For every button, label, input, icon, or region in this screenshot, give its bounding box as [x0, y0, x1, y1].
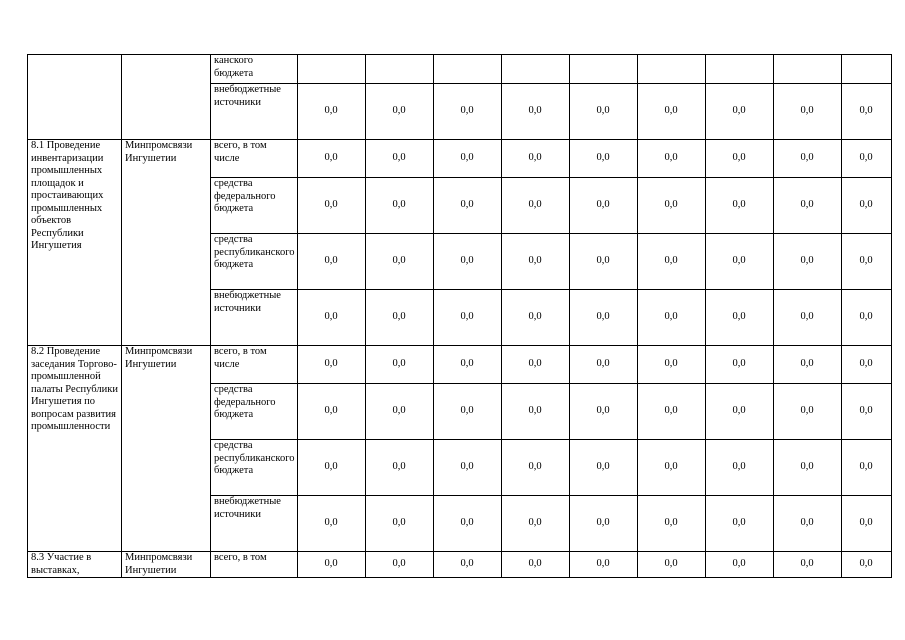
amount-cell: 0,0: [705, 178, 773, 234]
amount-cell: 0,0: [773, 346, 841, 384]
funding-source-cell: всего, в том: [211, 552, 298, 578]
amount-cell: 0,0: [297, 496, 365, 552]
amount-cell: [365, 55, 433, 84]
amount-cell: 0,0: [637, 346, 705, 384]
funding-source-cell: внебюджетные источники: [211, 84, 298, 140]
amount-cell: 0,0: [365, 178, 433, 234]
amount-cell: 0,0: [433, 140, 501, 178]
amount-cell: 0,0: [841, 552, 891, 578]
amount-cell: 0,0: [773, 178, 841, 234]
amount-cell: 0,0: [773, 84, 841, 140]
funding-source-cell: канского бюджета: [211, 55, 298, 84]
amount-cell: 0,0: [297, 234, 365, 290]
amount-cell: 0,0: [297, 440, 365, 496]
activity-cell: [28, 55, 122, 140]
amount-cell: 0,0: [297, 552, 365, 578]
amount-cell: 0,0: [501, 140, 569, 178]
amount-cell: 0,0: [569, 440, 637, 496]
funding-source-cell: средства республиканского бюджета: [211, 440, 298, 496]
funding-source-cell: средства республиканского бюджета: [211, 234, 298, 290]
amount-cell: 0,0: [705, 84, 773, 140]
amount-cell: 0,0: [501, 440, 569, 496]
amount-cell: 0,0: [297, 178, 365, 234]
amount-cell: 0,0: [501, 384, 569, 440]
amount-cell: 0,0: [637, 84, 705, 140]
amount-cell: 0,0: [637, 496, 705, 552]
amount-cell: 0,0: [841, 384, 891, 440]
funding-source-cell: средства федерального бюджета: [211, 384, 298, 440]
amount-cell: 0,0: [841, 140, 891, 178]
amount-cell: 0,0: [569, 178, 637, 234]
amount-cell: 0,0: [501, 290, 569, 346]
table-row: [28, 55, 892, 84]
executor-cell: Минпромсвязи Ингушетии: [122, 552, 211, 578]
amount-cell: 0,0: [841, 440, 891, 496]
amount-cell: 0,0: [705, 140, 773, 178]
amount-cell: 0,0: [433, 84, 501, 140]
amount-cell: [637, 55, 705, 84]
funding-source-cell: внебюджетные источники: [211, 290, 298, 346]
amount-cell: 0,0: [569, 496, 637, 552]
amount-cell: 0,0: [773, 440, 841, 496]
amount-cell: 0,0: [705, 552, 773, 578]
amount-cell: 0,0: [501, 496, 569, 552]
amount-cell: 0,0: [365, 440, 433, 496]
amount-cell: 0,0: [773, 496, 841, 552]
amount-cell: 0,0: [637, 552, 705, 578]
amount-cell: 0,0: [297, 290, 365, 346]
amount-cell: 0,0: [433, 290, 501, 346]
amount-cell: 0,0: [569, 290, 637, 346]
funding-source-cell: средства федерального бюджета: [211, 178, 298, 234]
amount-cell: 0,0: [569, 346, 637, 384]
amount-cell: 0,0: [433, 234, 501, 290]
amount-cell: 0,0: [705, 440, 773, 496]
amount-cell: 0,0: [773, 552, 841, 578]
budget-table: [27, 54, 892, 578]
amount-cell: 0,0: [501, 552, 569, 578]
amount-cell: 0,0: [433, 384, 501, 440]
amount-cell: 0,0: [841, 346, 891, 384]
amount-cell: 0,0: [569, 384, 637, 440]
amount-cell: 0,0: [433, 346, 501, 384]
amount-cell: 0,0: [569, 140, 637, 178]
activity-cell: 8.3 Участие в выставках,: [28, 552, 122, 578]
amount-cell: 0,0: [297, 384, 365, 440]
amount-cell: 0,0: [841, 84, 891, 140]
executor-cell: [122, 55, 211, 140]
amount-cell: 0,0: [705, 234, 773, 290]
amount-cell: 0,0: [637, 178, 705, 234]
funding-source-cell: всего, в том числе: [211, 346, 298, 384]
amount-cell: [841, 55, 891, 84]
activity-cell: 8.1 Проведение инвентаризации промышленных площадок и простаивающих промышленных объектов Республики Ингушетия: [28, 140, 122, 346]
amount-cell: 0,0: [569, 552, 637, 578]
amount-cell: 0,0: [773, 140, 841, 178]
amount-cell: 0,0: [637, 384, 705, 440]
amount-cell: 0,0: [433, 552, 501, 578]
executor-cell: Минпромсвязи Ингушетии: [122, 346, 211, 552]
amount-cell: 0,0: [501, 84, 569, 140]
amount-cell: 0,0: [433, 178, 501, 234]
amount-cell: 0,0: [365, 384, 433, 440]
amount-cell: [433, 55, 501, 84]
amount-cell: 0,0: [297, 84, 365, 140]
amount-cell: 0,0: [841, 178, 891, 234]
amount-cell: 0,0: [501, 178, 569, 234]
table-row: [28, 140, 892, 178]
table-row: [28, 552, 892, 578]
amount-cell: 0,0: [705, 496, 773, 552]
amount-cell: [501, 55, 569, 84]
amount-cell: 0,0: [773, 234, 841, 290]
amount-cell: [773, 55, 841, 84]
amount-cell: 0,0: [705, 346, 773, 384]
amount-cell: 0,0: [365, 552, 433, 578]
funding-source-cell: всего, в том числе: [211, 140, 298, 178]
amount-cell: 0,0: [773, 290, 841, 346]
amount-cell: 0,0: [841, 234, 891, 290]
amount-cell: 0,0: [637, 290, 705, 346]
amount-cell: 0,0: [841, 496, 891, 552]
executor-cell: Минпромсвязи Ингушетии: [122, 140, 211, 346]
funding-source-cell: внебюджетные источники: [211, 496, 298, 552]
amount-cell: 0,0: [637, 140, 705, 178]
table-row: [28, 346, 892, 384]
amount-cell: 0,0: [705, 384, 773, 440]
amount-cell: 0,0: [365, 496, 433, 552]
amount-cell: [297, 55, 365, 84]
amount-cell: 0,0: [365, 234, 433, 290]
amount-cell: 0,0: [773, 384, 841, 440]
amount-cell: 0,0: [841, 290, 891, 346]
amount-cell: 0,0: [569, 234, 637, 290]
amount-cell: 0,0: [705, 290, 773, 346]
amount-cell: 0,0: [365, 84, 433, 140]
amount-cell: 0,0: [569, 84, 637, 140]
amount-cell: 0,0: [637, 234, 705, 290]
amount-cell: 0,0: [501, 234, 569, 290]
amount-cell: 0,0: [365, 140, 433, 178]
amount-cell: [705, 55, 773, 84]
activity-cell: 8.2 Проведение заседания Торгово-промышленной палаты Республики Ингушетия по вопросам развития промышленности: [28, 346, 122, 552]
amount-cell: 0,0: [433, 496, 501, 552]
amount-cell: 0,0: [297, 346, 365, 384]
amount-cell: 0,0: [501, 346, 569, 384]
amount-cell: [569, 55, 637, 84]
amount-cell: 0,0: [365, 290, 433, 346]
amount-cell: 0,0: [433, 440, 501, 496]
amount-cell: 0,0: [365, 346, 433, 384]
amount-cell: 0,0: [297, 140, 365, 178]
amount-cell: 0,0: [637, 440, 705, 496]
